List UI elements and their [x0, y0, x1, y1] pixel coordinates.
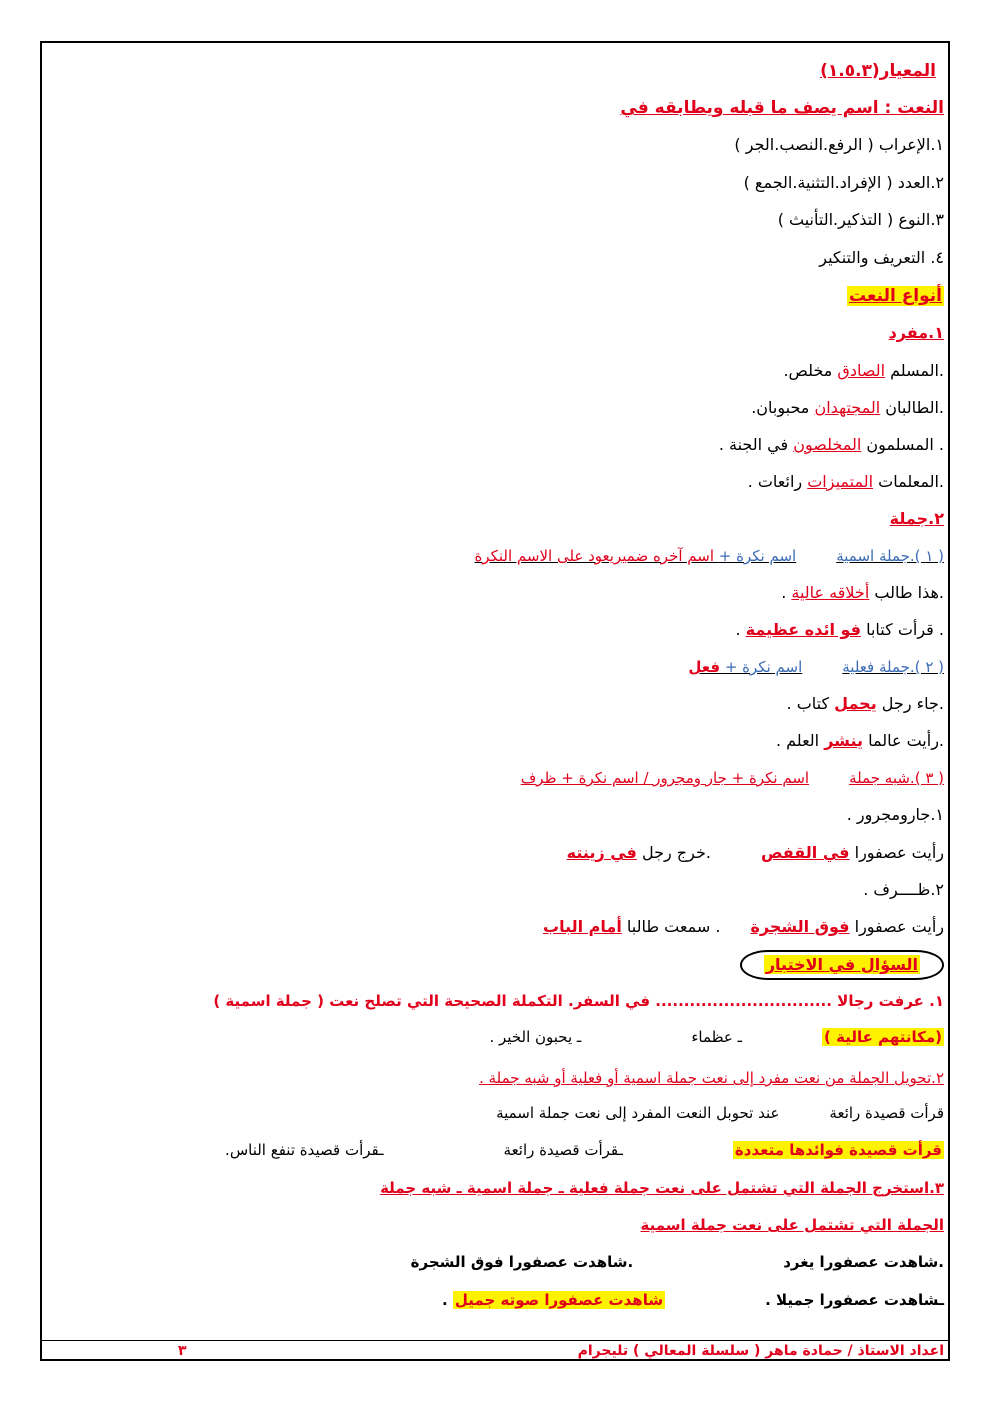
question-1: ١. عرفت رجالا ............................... في السفر. التكملة الصحيحة التي تصلح نعت ( جملة اسمية ): [213, 992, 944, 1010]
q2-option: ـقرأت قصيدة تنفع الناس.: [225, 1141, 384, 1159]
example-text: رأيت عصفورا: [849, 917, 944, 936]
rule-4: ٤. التعريف والتنكير: [819, 248, 944, 267]
exam-heading: السؤال في الاختبار: [765, 955, 918, 974]
q2-option-correct: قرأت قصيدة فوائدها متعددة: [734, 1141, 942, 1159]
adjective: في القفص: [760, 843, 850, 862]
verbal-label: ( ٢ ).جملة فعلية: [842, 658, 944, 676]
example-text: . سمعت طالبا: [621, 917, 721, 936]
example-text: رأيت عصفورا: [849, 843, 944, 862]
adjective: فوق الشجرة: [750, 917, 850, 936]
question-3-options-a: [48, 1251, 944, 1273]
semi-rule-text: اسم نكرة + جار ومجرور / اسم نكرة + ظرف: [520, 769, 810, 787]
adjective: فو ائده عظيمة: [745, 620, 862, 639]
nominal-example-2: [48, 619, 944, 641]
example-text: .الطالبان: [880, 398, 944, 417]
q2-sentence: قرأت قصيدة رائعة: [829, 1104, 944, 1122]
verbal-noun: اسم نكرة +: [724, 658, 803, 676]
standard-title: المعيار(١.٥.٣): [820, 61, 936, 81]
exam-heading-row: [48, 950, 944, 980]
example-text: .خرج رجل: [636, 843, 711, 862]
q1-option: ـ عظماء: [691, 1028, 743, 1046]
q3-option: ـشاهدت عصفورا جميلا .: [765, 1291, 944, 1309]
example-text: العلم .: [775, 731, 825, 750]
example-text: .المعلمات: [873, 472, 944, 491]
adjective: الصادق: [837, 361, 886, 380]
types-heading-row: [48, 285, 944, 307]
sentence-heading: ٢.جملة: [889, 509, 944, 528]
example-text: . المسلمون: [861, 435, 944, 454]
example-text: . قرأت كتابا: [861, 620, 944, 639]
adjective: ينشر: [824, 731, 863, 750]
nominal-noun: اسم نكرة +: [718, 547, 797, 565]
q3-option: .شاهدت عصفورا فوق الشجرة: [410, 1253, 634, 1271]
zarf-examples: [48, 916, 944, 938]
example-text: رائعات .: [747, 472, 808, 491]
q1-option: ـ يحبون الخير .: [489, 1028, 582, 1046]
adjective: أمام الباب: [543, 917, 622, 936]
rule-2: ٢.العدد ( الإفراد.التثنية.الجمع ): [743, 173, 944, 192]
types-heading: أنواع النعت: [849, 286, 942, 306]
single-example-4: [48, 471, 944, 493]
nominal-label: ( ١ ).جملة اسمية: [836, 547, 944, 565]
example-text: .هذا طالب: [869, 583, 944, 602]
example-text: محبوبان.: [751, 398, 815, 417]
verbal-rule: [48, 656, 944, 678]
nominal-rule-text: اسم آخره ضميريعود على الاسم النكرة: [474, 547, 715, 565]
question-2-options: [48, 1139, 944, 1161]
single-heading: ١.مفرد: [888, 323, 944, 342]
nominal-example-1: [48, 582, 944, 604]
adjective: في زينته: [566, 843, 637, 862]
jar-heading: ١.جارومجرور .: [846, 805, 944, 824]
question-3-sub: الجملة التي تشتمل على نعت جملة اسمية: [640, 1216, 944, 1234]
single-example-3: [48, 434, 944, 456]
q3-option: .شاهدت عصفورا يغرد: [783, 1253, 944, 1271]
question-2: ٢.تحويل الجملة من نعت مفرد إلى نعت جملة اسمية أو فعلية أو شبه جملة .: [479, 1069, 944, 1087]
question-3: ٣.استخرج الجملة التي تشتمل على نعت جملة فعلية ـ جملة اسمية ـ شبه جملة: [380, 1179, 944, 1197]
question-3-options-b: ـشاهدت عصفورا جميلا .شاهدت عصفورا صوته جميل .: [441, 1291, 944, 1309]
example-text: .المسلم: [885, 361, 944, 380]
example-text: .جاء رجل: [876, 694, 944, 713]
footer-credit: اعداد الاستاذ / حمادة ماهر ( سلسلة المعالي ) تليجرام: [577, 1343, 944, 1359]
footer-divider: [42, 1340, 948, 1341]
exam-heading-oval: [740, 950, 944, 980]
adjective: المخلصون: [793, 435, 862, 454]
rule-1: ١.الإعراب ( الرفع.النصب.الجر ): [734, 135, 944, 154]
adjective: المتميزات: [807, 472, 874, 491]
example-text: .: [735, 620, 746, 639]
example-text: .رأيت عالما: [862, 731, 944, 750]
adjective: يحمل: [834, 694, 877, 713]
adjective: المجتهدان: [814, 398, 881, 417]
verbal-example-1: [48, 693, 944, 715]
rule-3: ٣.النوع ( التذكير.التأنيث ): [777, 210, 944, 229]
q3-option-correct: شاهدت عصفورا صوته جميل: [454, 1291, 664, 1309]
example-text: في الجنة .: [718, 435, 794, 454]
semi-rule: [48, 767, 944, 789]
jar-examples: [48, 842, 944, 864]
adjective: أخلاقه عالية: [791, 583, 870, 602]
example-text: كتاب .: [786, 694, 835, 713]
example-text: مخلص.: [783, 361, 838, 380]
single-example-1: [48, 360, 944, 382]
definition: النعت : اسم يصف ما قبله ويطابقه في: [620, 98, 944, 118]
footer: [48, 1342, 944, 1360]
verbal-example-2: [48, 730, 944, 752]
semi-label: ( ٣ ).شبه جملة: [849, 769, 944, 787]
page-number: ٣: [178, 1343, 187, 1359]
verbal-rule-text: فعل: [688, 658, 721, 676]
question-1-options: [48, 1026, 944, 1048]
q2-option: ـقرأت قصيدة رائعة: [503, 1141, 623, 1159]
nominal-rule: [48, 545, 944, 567]
example-text: .: [781, 583, 792, 602]
zarf-heading: ٢.ظــــرف .: [863, 880, 944, 899]
q1-option-correct: (مكانتهم عالية ): [824, 1028, 942, 1046]
single-example-2: [48, 397, 944, 419]
question-2-line: [48, 1102, 944, 1124]
q2-instruction: عند تحوبل النعت المفرد إلى نعت جملة اسمية: [496, 1104, 780, 1122]
